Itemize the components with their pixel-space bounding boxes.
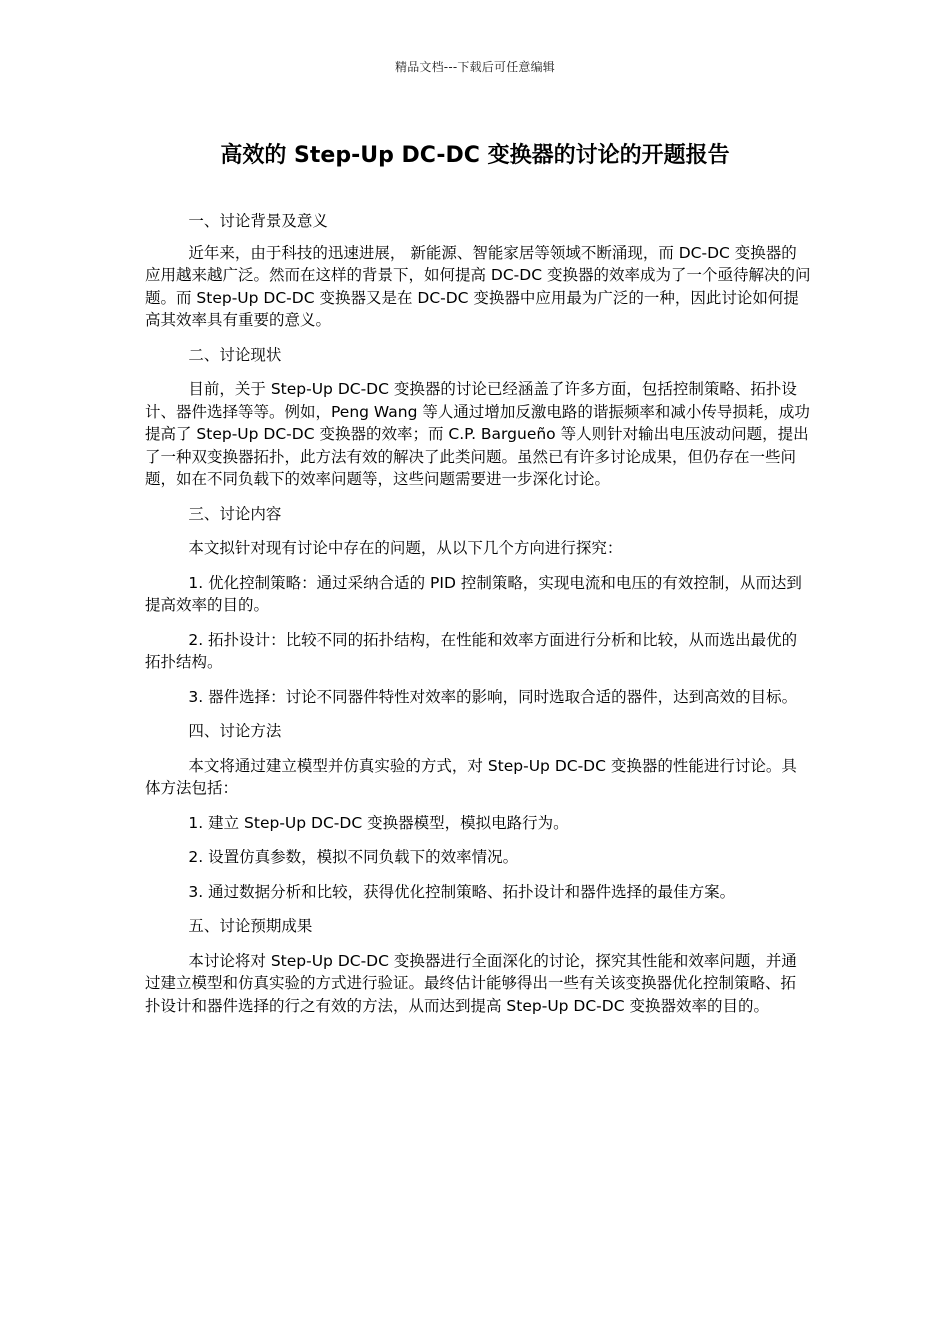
paragraph-background: 近年来，由于科技的迅速进展， 新能源、智能家居等领域不断涌现，而 DC-DC 变换器的应用越来越广泛。然而在这样的背景下，如何提高 DC-DC 变换器的效率成为了一个亟待解决的问题。而 Step-Up DC-DC 变换器又是在 DC-DC 变换器中应用最为广泛的一种，因此讨论如何提高其效率具有重要的意义。 (145, 243, 811, 329)
header-note: 精品文档---下载后可任意编辑 (395, 60, 555, 74)
section-heading-status: 二、讨论现状 (188, 345, 282, 364)
list-item-analysis: 3. 通过数据分析和比较，获得优化控制策略、拓扑设计和器件选择的最佳方案。 (188, 882, 736, 901)
list-item-topology: 2. 拓扑设计：比较不同的拓扑结构，在性能和效率方面进行分析和比较，从而选出最优的拓扑结构。 (145, 630, 798, 671)
paragraph-method-intro: 本文将通过建立模型并仿真实验的方式，对 Step-Up DC-DC 变换器的性能进行讨论。具体方法包括： (145, 756, 797, 797)
paragraph-content-intro: 本文拟针对现有讨论中存在的问题，从以下几个方向进行探究： (188, 539, 623, 557)
section-heading-outcomes: 五、讨论预期成果 (188, 917, 313, 935)
list-item-components: 3. 器件选择：讨论不同器件特性对效率的影响，同时选取合适的器件，达到高效的目标。 (188, 687, 798, 706)
section-heading-content: 三、讨论内容 (188, 504, 282, 523)
list-item-simulation: 2. 设置仿真参数，模拟不同负载下的效率情况。 (188, 848, 519, 866)
list-item-control-strategy: 1. 优化控制策略：通过采纳合适的 PID 控制策略，实现电流和电压的有效控制，从而达到提高效率的目的。 (145, 573, 802, 614)
document-body (145, 210, 811, 1017)
paragraph-status: 目前，关于 Step-Up DC-DC 变换器的讨论已经涵盖了许多方面，包括控制策略、拓扑设计、器件选择等等。例如，Peng Wang 等人通过增加反激电路的谐振频率和减小传导损耗，成功提高了 Step-Up DC-DC 变换器的效率；而 C.P. Bargueño 等人则针对输出电压波动问题，提出了一种双变换器拓扑，此方法有效的解决了此类问题。虽然已有许多讨论成果，但仍存在一些问题，如在不同负载下的效率问题等，这些问题需要进一步深化讨论。 (145, 380, 810, 488)
paragraph-outcomes: 本讨论将对 Step-Up DC-DC 变换器进行全面深化的讨论，探究其性能和效率问题，并通过建立模型和仿真实验的方式进行验证。最终估计能够得出一些有关该变换器优化控制策略、拓扑设计和器件选择的行之有效的方法，从而达到提高 Step-Up DC-DC 变换器效率的目的。 (145, 951, 797, 1015)
list-item-model: 1. 建立 Step-Up DC-DC 变换器模型，模拟电路行为。 (188, 813, 569, 832)
section-heading-background: 一、讨论背景及意义 (188, 212, 328, 230)
section-heading-method: 四、讨论方法 (188, 722, 282, 740)
document-title: 高效的 Step-Up DC-DC 变换器的讨论的开题报告 (220, 143, 730, 168)
